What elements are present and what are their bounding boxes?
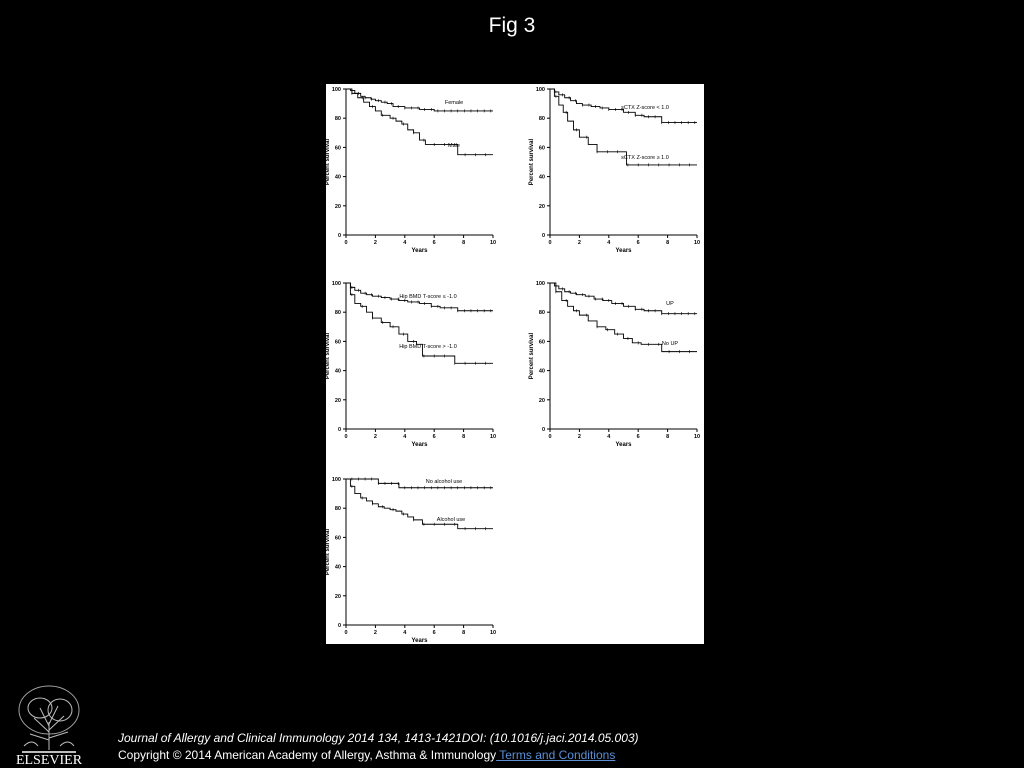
y-tick-label: 100 [535, 87, 545, 93]
survival-curve [346, 89, 493, 111]
series-label: No UP [661, 341, 679, 347]
x-tick-label: 6 [432, 240, 436, 246]
y-axis-label: Percent survival [325, 332, 331, 380]
x-axis-label: Years [615, 442, 632, 448]
x-tick-label: 2 [373, 630, 377, 636]
x-tick-label: 2 [577, 240, 581, 246]
x-tick-label: 10 [489, 630, 497, 636]
x-tick-label: 4 [607, 240, 611, 246]
y-tick-label: 60 [538, 339, 545, 346]
series-label: Male [448, 143, 460, 149]
x-axis-label: Years [411, 248, 428, 254]
y-tick-label: 40 [334, 174, 341, 181]
x-tick-label: 0 [548, 434, 552, 440]
x-tick-label: 10 [693, 240, 701, 246]
y-tick-label: 60 [334, 535, 341, 542]
y-axis-label: Percent survival [325, 138, 331, 186]
series-label: No alcohol use [425, 479, 463, 485]
series-label: UP [666, 301, 674, 307]
series-label: sCTX Z-score ≥ 1.0 [621, 155, 669, 161]
survival-curve [346, 89, 493, 155]
y-tick-label: 40 [538, 368, 545, 375]
y-tick-label: 80 [334, 310, 341, 317]
x-tick-label: 4 [403, 434, 407, 440]
series-label: Female [444, 100, 464, 106]
x-tick-label: 0 [344, 434, 348, 440]
survival-curves-figure [326, 84, 704, 644]
x-tick-label: 8 [462, 434, 466, 440]
x-tick-label: 4 [403, 630, 407, 636]
elsevier-logo [10, 680, 88, 766]
y-tick-label: 80 [334, 506, 341, 513]
survival-curve [550, 283, 697, 314]
x-tick-label: 10 [489, 240, 497, 246]
terms-and-conditions-link[interactable]: Terms and Conditions [496, 748, 616, 762]
y-tick-label: 20 [538, 203, 545, 210]
y-tick-label: 100 [331, 281, 341, 287]
y-axis-label: Percent survival [325, 528, 331, 576]
elsevier-wordmark: ELSEVIER [15, 753, 83, 768]
y-tick-label: 0 [337, 233, 341, 239]
figure-panel [326, 84, 704, 644]
y-tick-label: 100 [331, 87, 341, 93]
y-tick-label: 80 [334, 116, 341, 123]
series-label: Hip BMD T-score ≤ -1.0 [399, 294, 457, 300]
copyright-line [118, 748, 615, 762]
series-label: Hip BMD T-score > -1.0 [399, 344, 457, 350]
x-tick-label: 0 [344, 630, 348, 636]
x-tick-label: 4 [403, 240, 407, 246]
x-tick-label: 6 [636, 434, 640, 440]
y-axis-label: Percent survival [529, 138, 535, 186]
x-tick-label: 10 [489, 434, 497, 440]
slide-title: Fig 3 [488, 14, 536, 37]
x-tick-label: 6 [432, 434, 436, 440]
tree-icon [19, 686, 79, 752]
x-axis-label: Years [411, 638, 428, 644]
y-tick-label: 60 [334, 339, 341, 346]
x-tick-label: 8 [666, 240, 670, 246]
y-tick-label: 80 [538, 310, 545, 317]
y-tick-label: 60 [334, 145, 341, 152]
x-tick-label: 8 [462, 630, 466, 636]
x-tick-label: 2 [577, 434, 581, 440]
copyright-text: Copyright © 2014 American Academy of Allergy, Asthma & Immunology [118, 748, 497, 762]
y-tick-label: 0 [541, 233, 545, 239]
y-tick-label: 20 [538, 397, 545, 404]
y-tick-label: 60 [538, 145, 545, 152]
x-tick-label: 6 [636, 240, 640, 246]
y-tick-label: 0 [541, 427, 545, 433]
y-tick-label: 80 [538, 116, 545, 123]
y-tick-label: 40 [334, 564, 341, 571]
y-tick-label: 40 [538, 174, 545, 181]
x-tick-label: 2 [373, 240, 377, 246]
x-tick-label: 8 [462, 240, 466, 246]
y-tick-label: 20 [334, 397, 341, 404]
x-tick-label: 4 [607, 434, 611, 440]
y-axis-label: Percent survival [529, 332, 535, 380]
y-tick-label: 0 [337, 427, 341, 433]
x-tick-label: 0 [344, 240, 348, 246]
x-tick-label: 2 [373, 434, 377, 440]
y-tick-label: 40 [334, 368, 341, 375]
x-tick-label: 6 [432, 630, 436, 636]
series-label: Alcohol use [436, 517, 466, 523]
x-tick-label: 10 [693, 434, 701, 440]
y-tick-label: 0 [337, 623, 341, 629]
y-tick-label: 100 [331, 477, 341, 483]
x-tick-label: 8 [666, 434, 670, 440]
y-tick-label: 100 [535, 281, 545, 287]
y-tick-label: 20 [334, 203, 341, 210]
y-tick-label: 20 [334, 593, 341, 600]
series-label: sCTX Z-score < 1.0 [621, 105, 669, 111]
x-tick-label: 0 [548, 240, 552, 246]
x-axis-label: Years [411, 442, 428, 448]
x-axis-label: Years [615, 248, 632, 254]
citation-text: Journal of Allergy and Clinical Immunology 2014 134, 1413-1421DOI: (10.1016/j.jaci.2014.05.003) [118, 731, 639, 745]
